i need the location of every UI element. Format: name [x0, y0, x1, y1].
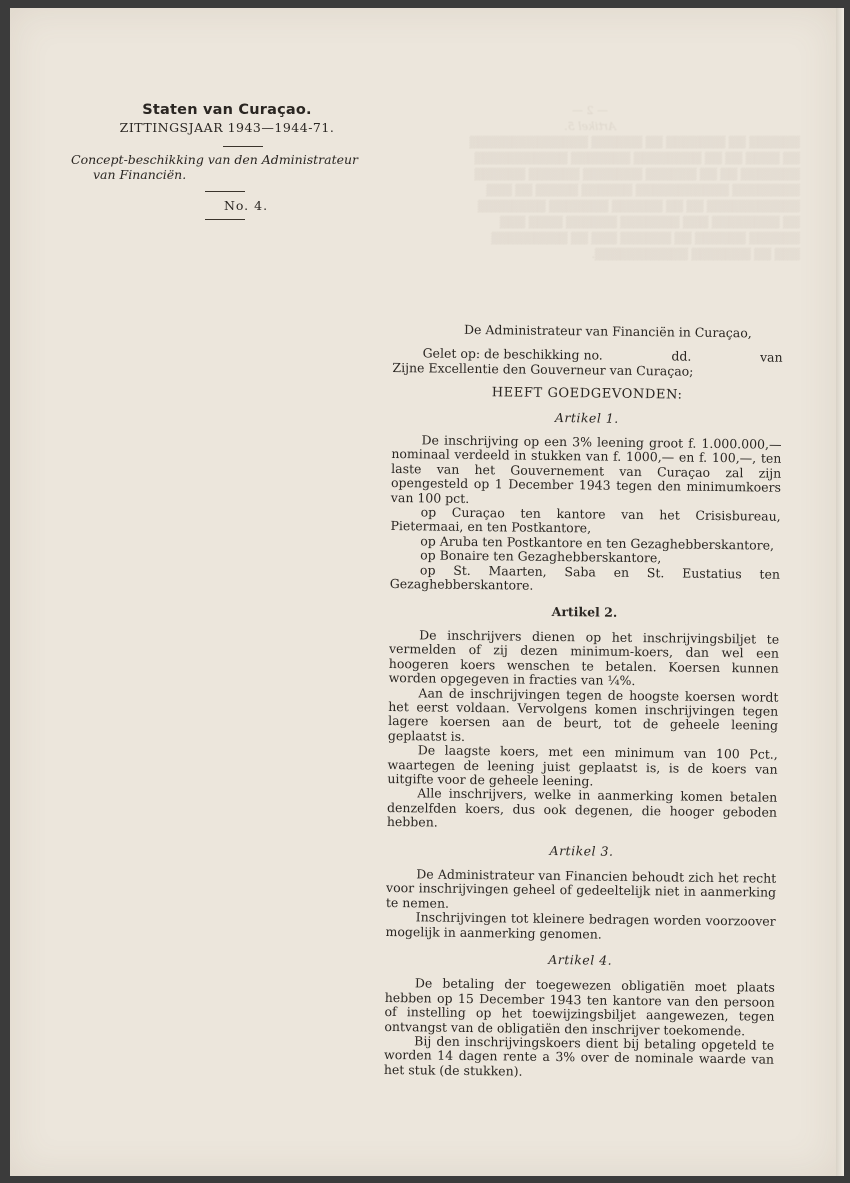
gelet-right: van [759, 349, 783, 366]
article-2-paragraph: Alle inschrijvers, welke in aanmerking komen betalen denzelfden koers, dus ook degenen, die hooger geboden hebben. [386, 785, 778, 830]
heeft-goedgevonden: HEEFT GOEDGEVONDEN: [491, 385, 683, 403]
document-number: No. 4. [223, 198, 269, 213]
header-title: Staten van Curaçao. [142, 102, 312, 118]
bleed-through: — 2 — Artikel 5. ▒▒▒▒▒▒ ▒▒ ▒▒▒▒▒▒▒ ▒▒ ▒▒▒▒▒▒ ▒▒▒▒▒▒▒▒▒▒▒▒▒▒ ▒▒ ▒▒▒▒ ▒▒ ▒▒ ▒▒▒▒▒▒▒▒ ▒▒▒▒▒▒▒ ▒▒▒▒▒▒▒▒▒▒▒ ▒▒▒▒▒▒▒ ▒▒ ▒▒ ▒▒▒▒▒▒ ▒▒▒▒▒▒▒ ▒▒▒▒▒▒ ▒▒▒▒▒▒ ▒▒▒▒▒▒▒▒ ▒▒▒▒▒▒▒▒▒▒▒ ▒▒▒▒▒▒ ▒▒▒▒▒ ▒▒ ▒▒▒ ▒▒▒▒▒▒▒▒▒▒▒ ▒▒ ▒▒ ▒▒▒▒▒▒ ▒▒▒▒▒▒▒ ▒▒▒▒▒▒▒▒ ▒▒ ▒▒▒▒▒▒▒▒ ▒▒▒ ▒▒▒▒▒▒▒ ▒▒▒▒▒▒ ▒▒▒▒ ▒▒▒ ▒▒▒▒▒▒ ▒▒▒▒▒▒ ▒▒ ▒▒▒▒▒▒ ▒▒▒ ▒▒ ▒▒▒▒▒▒▒▒▒ ▒▒▒ ▒▒ ▒▒▒▒▒▒▒ ▒▒▒▒▒▒▒▒▒▒▒. [469, 104, 800, 261]
article-2-paragraph: De inschrijvers dienen op het inschrijvingsbiljet te vermelden of zij dezen minimum-koers, dan wel een hoogeren koers wenschen te betalen. Koersen kunnen worden opgegeven in fracties van ¼%. [388, 627, 780, 689]
document-page [10, 8, 836, 1176]
article-1-paragraph: op Curaçao ten kantore van het Crisisbureau, Pietermaai, en ten Postkantore, [390, 504, 781, 536]
gelet-continuation: Zijne Excellentie den Gouverneur van Curaçao; [392, 359, 694, 379]
article-2-paragraph: De laagste koers, met een minimum van 100 Pct., waartegen de leening juist geplaatst is, is de koers van uitgifte voor de geheele leening. [387, 742, 778, 789]
concept-line-1: Concept-beschikking van den Administrateur [71, 152, 359, 167]
article-3-heading: Artikel 3. [549, 842, 614, 859]
article-1-paragraph: op St. Maarten, Saba en St. Eustatius ten Gezaghebberskantore. [389, 562, 781, 593]
divider [205, 191, 245, 192]
session-line: ZITTINGSJAAR 1943—1944-71. [119, 120, 335, 135]
divider [205, 219, 245, 220]
article-2-paragraph: Aan de inschrijvingen tegen de hoogste koersen wordt het eerst voldaan. Vervolgens komen inschrijvingen tegen lagere koersen aan de beurt, tot de geheele leening geplaatst is. [387, 684, 779, 744]
article-2-heading: Artikel 2. [551, 603, 618, 620]
article-4-paragraph: Bij den inschrijvingskoers dient bij betaling opgeteld te worden 14 dagen rente a 3% over de nominale waarde van het stuk (de stukken). [383, 1033, 775, 1079]
concept-line-2: van Financiën. [93, 167, 187, 182]
gelet-left: Gelet op: de beschikking no. [422, 345, 603, 363]
page-edge [836, 8, 844, 1176]
gelet-dd: dd. [671, 348, 692, 365]
document-header [68, 102, 368, 220]
divider [223, 146, 263, 147]
article-1-paragraph: op Bonaire ten Gezaghebberskantore, [420, 547, 662, 566]
article-4-heading: Artikel 4. [548, 951, 613, 968]
document-body [384, 322, 783, 1082]
article-1-paragraph: De inschrijving op een 3% leening groot f. 1.000.000,— nominaal verdeeld in stukken van f. 1000,— en f. 100,—, ten laste van het Gouvernement van Curaçao zal zijn opengesteld op 1 December 1943 tegen den minimumkoers van 100 pct. [390, 432, 782, 506]
article-1-heading: Artikel 1. [554, 409, 619, 426]
article-4-paragraph: De betaling der toegewezen obligatiën moet plaats hebben op 15 December 1943 ten kantore van den persoon of instelling op het toewijzingsbiljet aangewezen, tegen ontvangst van de obligatiën den inschrijver toekomende. [384, 975, 775, 1039]
concept-title [68, 152, 368, 182]
article-3-paragraph: De Administrateur van Financien behoudt zich het recht voor inschrijvingen geheel of gedeeltelijk niet in aanmerking te nemen. [385, 866, 777, 911]
intro-line: De Administrateur van Financiën in Curaçao, [463, 321, 752, 341]
article-1-paragraph: op Aruba ten Postkantore en ten Gezaghebberskantore, [420, 533, 775, 553]
article-3-paragraph: Inschrijvingen tot kleinere bedragen worden voorzoover mogelijk in aanmerking genomen. [385, 909, 776, 942]
